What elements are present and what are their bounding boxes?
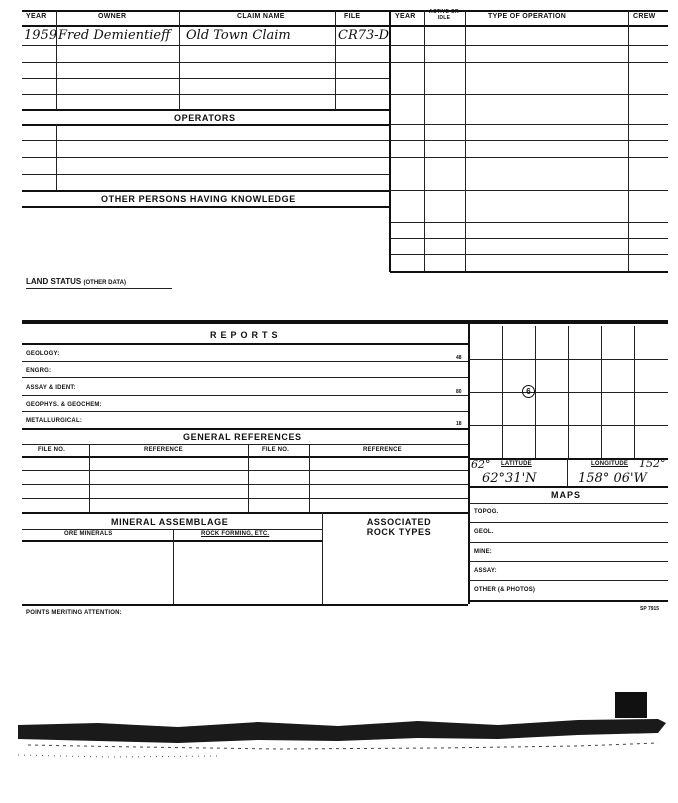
col-header-file: FILE (344, 13, 361, 20)
general-references-heading: GENERAL REFERENCES (183, 432, 302, 442)
ref-col-file-no: FILE NO. (38, 447, 65, 453)
col-header-active-idle: ACTIVE OR IDLE (429, 9, 459, 21)
longitude-value: 158° 06'W (578, 471, 647, 486)
lat-prefix: 62° (471, 458, 491, 471)
ref-col-file-no-2: FILE NO. (262, 447, 289, 453)
latitude-label: LATITUDE (501, 461, 532, 467)
col-header-year: YEAR (26, 13, 47, 20)
points-meriting-attention: POINTS MERITING ATTENTION: (26, 610, 122, 616)
report-row-label: GEOLOGY: (26, 351, 60, 357)
scan-noise (18, 705, 668, 765)
longitude-label: LONGITUDE (591, 461, 629, 467)
operators-heading: OPERATORS (174, 113, 236, 123)
entry-claim-name: Old Town Claim (186, 28, 291, 43)
maps-row-label: ASSAY: (474, 568, 497, 574)
entry-year: 1959 (24, 28, 58, 43)
reports-top-rule (22, 320, 668, 324)
maps-row-label: GEOL. (474, 529, 494, 535)
header-rule (22, 25, 668, 27)
mineral-assemblage-heading: MINERAL ASSEMBLAGE (111, 517, 229, 527)
col-header-year-2: YEAR (395, 13, 416, 20)
location-marker: 6 (522, 385, 535, 398)
ref-col-reference: REFERENCE (144, 447, 183, 453)
rock-forming-col: ROCK FORMING, ETC. (201, 531, 270, 537)
land-status-label: LAND STATUS (OTHER DATA) (26, 277, 126, 286)
reports-heading: REPORTS (210, 330, 282, 340)
col-header-crew: CREW (633, 13, 656, 20)
col-header-claim-name: CLAIM NAME (237, 13, 285, 20)
col-header-type-of-operation: TYPE OF OPERATION (488, 13, 567, 20)
other-persons-heading: OTHER PERSONS HAVING KNOWLEDGE (101, 194, 296, 204)
associated-rock-types-heading: ASSOCIATED ROCK TYPES (366, 517, 432, 537)
col-header-owner: OWNER (98, 13, 127, 20)
ref-col-reference-2: REFERENCE (363, 447, 402, 453)
report-row-label: GEOPHYS. & GEOCHEM: (26, 402, 102, 408)
report-row-label: METALLURGICAL: (26, 418, 83, 424)
entry-file: CR73-D (338, 28, 390, 43)
entry-owner: Fred Demientieff (58, 28, 171, 43)
long-suffix: 152° (639, 457, 666, 470)
maps-row-label: TOPOG. (474, 509, 499, 515)
report-row-label: ENGRG: (26, 368, 52, 374)
report-row-label: ASSAY & IDENT: (26, 385, 76, 391)
maps-heading: MAPS (551, 490, 582, 500)
maps-row-label: MINE: (474, 549, 492, 555)
ore-minerals-col: ORE MINERALS (64, 531, 113, 537)
latitude-value: 62°31'N (482, 471, 537, 486)
form-number: SP 7915 (640, 606, 660, 612)
top-rule (22, 10, 668, 12)
maps-row-label: OTHER (& PHOTOS) (474, 587, 536, 593)
